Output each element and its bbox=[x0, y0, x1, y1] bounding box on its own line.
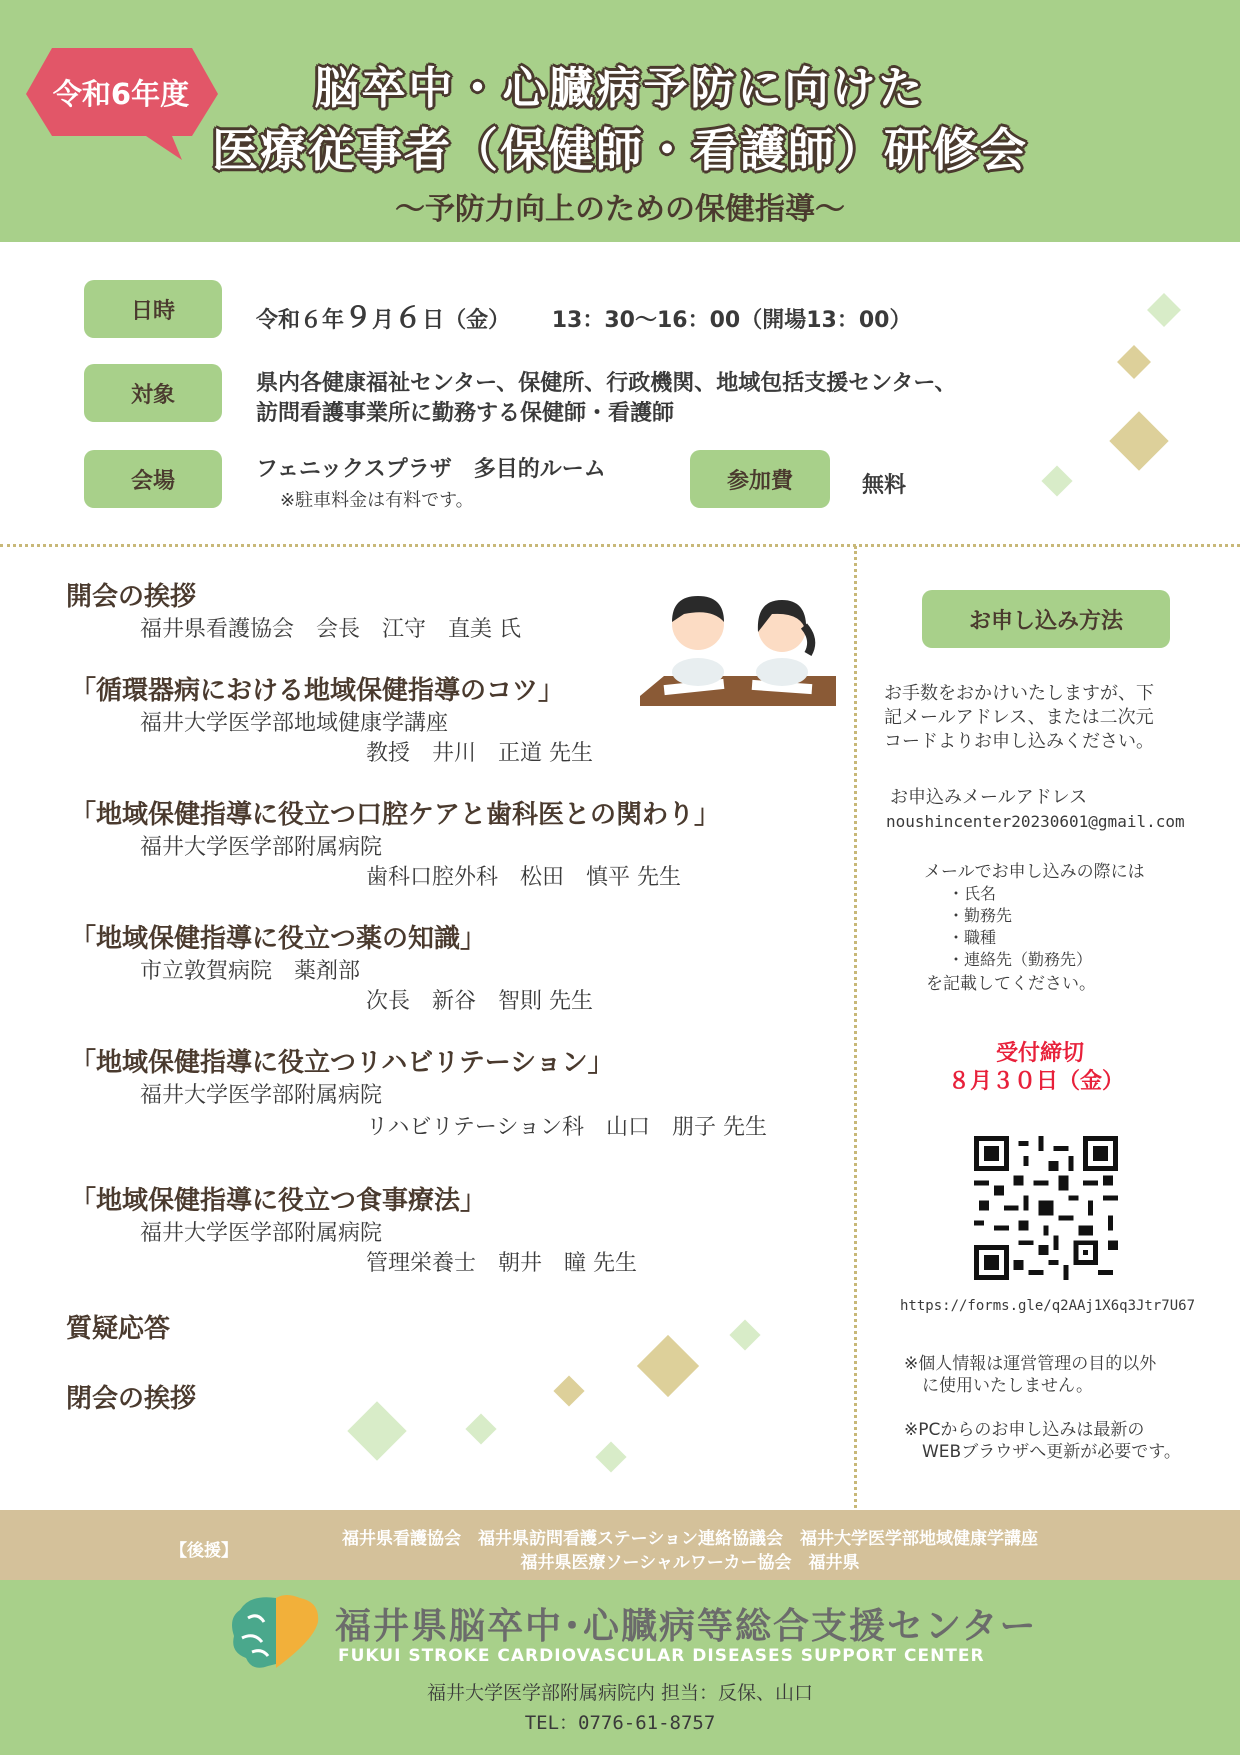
subtitle: ～予防力向上のための保健指導～ bbox=[395, 192, 845, 227]
column-divider bbox=[854, 546, 857, 1508]
privacy-note-line-2: に使用いたしません。 bbox=[922, 1376, 1094, 1396]
datetime-month: ９ bbox=[344, 301, 373, 334]
datetime-month-suffix: 月 bbox=[372, 308, 395, 333]
org-english-name: FUKUI STROKE CARDIOVASCULAR DISEASES SUPPORT CENTER bbox=[338, 1646, 985, 1666]
diamond-decoration bbox=[637, 1335, 699, 1397]
datetime-day-suffix: 日（金） bbox=[422, 308, 511, 333]
diamond-decoration bbox=[1147, 293, 1181, 327]
datetime-day: ６ bbox=[394, 301, 423, 334]
contact-tel: TEL：0776-61-8757 bbox=[524, 1712, 716, 1734]
browser-note-line-1: ※PCからのお申し込みは最新の bbox=[904, 1420, 1145, 1440]
session-5-affiliation: 福井大学医学部附属病院 bbox=[140, 1221, 383, 1246]
students-illustration-icon bbox=[640, 584, 840, 712]
fee-value: 無料 bbox=[862, 473, 907, 498]
session-3-title: 「地域保健指導に役立つ薬の知識」 bbox=[70, 924, 487, 954]
support-line-1: 福井県看護協会 福井県訪問看護ステーション連絡協議会 福井大学医学部地域健康学講座 bbox=[342, 1529, 1038, 1549]
mail-item-workplace: ・勤務先 bbox=[948, 906, 1013, 925]
session-2-speaker: 歯科口腔外科 松田 慎平 先生 bbox=[366, 865, 681, 890]
venue-name: フェニックスプラザ 多目的ルーム bbox=[256, 457, 606, 482]
qr-code-icon[interactable] bbox=[974, 1136, 1118, 1280]
brain-heart-logo-icon bbox=[228, 1592, 324, 1672]
datetime-time: 13：30～16：00（開場13：00） bbox=[551, 308, 912, 333]
opening-speaker: 福井県看護協会 会長 江守 直美 氏 bbox=[140, 617, 521, 642]
apply-method-button[interactable]: お申し込み方法 bbox=[922, 590, 1170, 648]
session-4-affiliation: 福井大学医学部附属病院 bbox=[140, 1083, 383, 1108]
org-name: 福井県脳卒中･心臓病等総合支援センター bbox=[335, 1606, 1038, 1647]
diamond-decoration bbox=[347, 1401, 406, 1460]
target-label: 対象 bbox=[84, 364, 222, 422]
session-5-title: 「地域保健指導に役立つ食事療法」 bbox=[70, 1186, 487, 1216]
email-label: お申込みメールアドレス bbox=[890, 787, 1088, 808]
deadline-label: 受付締切 bbox=[996, 1041, 1085, 1066]
mail-item-job: ・職種 bbox=[948, 928, 997, 947]
venue-note: ※駐車料金は有料です。 bbox=[280, 490, 474, 511]
support-line-2: 福井県医療ソーシャルワーカー協会 福井県 bbox=[520, 1553, 860, 1573]
fee-label: 参加費 bbox=[690, 450, 830, 508]
year-badge-text: 令和6年度 bbox=[52, 77, 190, 111]
apply-intro-line-1: お手数をおかけいたしますが、下 bbox=[884, 683, 1154, 704]
title-line-1: 脳卒中・心臓病予防に向けた bbox=[314, 63, 926, 114]
contact-person: 福井大学医学部附属病院内 担当：反保、山口 bbox=[426, 1682, 814, 1704]
session-4-title: 「地域保健指導に役立つリハビリテーション」 bbox=[70, 1048, 614, 1078]
target-line-2: 訪問看護事業所に勤務する保健師・看護師 bbox=[256, 401, 675, 426]
closing-heading: 閉会の挨拶 bbox=[66, 1384, 197, 1414]
diamond-decoration bbox=[1117, 345, 1151, 379]
mail-note-end: を記載してください。 bbox=[926, 974, 1096, 994]
venue-label: 会場 bbox=[84, 450, 222, 508]
datetime-label: 日時 bbox=[84, 280, 222, 338]
session-3-speaker: 次長 新谷 智則 先生 bbox=[366, 989, 593, 1014]
diamond-decoration bbox=[1109, 411, 1168, 470]
apply-intro-line-3: コードよりお申し込みください。 bbox=[884, 731, 1154, 752]
diamond-decoration bbox=[595, 1441, 626, 1472]
mail-note: メールでお申し込みの際には bbox=[924, 862, 1145, 882]
diamond-decoration bbox=[465, 1413, 496, 1444]
session-4-speaker: リハビリテーション科 山口 朋子 先生 bbox=[366, 1115, 768, 1140]
email-link[interactable]: noushincenter20230601@gmail.com bbox=[886, 812, 1185, 831]
session-2-title: 「地域保健指導に役立つ口腔ケアと歯科医との関わり」 bbox=[70, 800, 721, 830]
diamond-decoration bbox=[553, 1375, 584, 1406]
mail-item-name: ・氏名 bbox=[948, 884, 997, 903]
form-url[interactable]: https://forms.gle/q2AAj1X6q3Jtr7U67 bbox=[900, 1298, 1196, 1314]
opening-heading: 開会の挨拶 bbox=[66, 582, 197, 612]
session-1-affiliation: 福井大学医学部地域健康学講座 bbox=[140, 711, 449, 736]
datetime-prefix: 令和６年 bbox=[256, 308, 345, 333]
title-line-2: 医療従事者（保健師・看護師）研修会 bbox=[212, 123, 1028, 177]
session-2-affiliation: 福井大学医学部附属病院 bbox=[140, 835, 383, 860]
target-line-1: 県内各健康福祉センター、保健所、行政機関、地域包括支援センター、 bbox=[256, 371, 957, 396]
diamond-decoration bbox=[729, 1319, 760, 1350]
diamond-decoration bbox=[1041, 465, 1072, 496]
session-1-speaker: 教授 井川 正道 先生 bbox=[366, 741, 593, 766]
session-3-affiliation: 市立敦賀病院 薬剤部 bbox=[140, 959, 361, 984]
apply-intro-line-2: 記メールアドレス、または二次元 bbox=[884, 707, 1154, 728]
datetime-value bbox=[256, 296, 911, 336]
qa-heading: 質疑応答 bbox=[66, 1314, 171, 1344]
session-1-title: 「循環器病における地域保健指導のコツ」 bbox=[70, 676, 565, 706]
browser-note-line-2: WEBブラウザへ更新が必要です。 bbox=[922, 1442, 1181, 1462]
support-label: 【後援】 bbox=[170, 1541, 238, 1561]
mail-item-contact: ・連絡先（勤務先） bbox=[948, 950, 1093, 969]
session-5-speaker: 管理栄養士 朝井 瞳 先生 bbox=[366, 1251, 637, 1276]
privacy-note-line-1: ※個人情報は運営管理の目的以外 bbox=[904, 1354, 1157, 1374]
deadline-date: ８月３０日（金） bbox=[948, 1069, 1125, 1094]
section-divider bbox=[0, 544, 1240, 547]
